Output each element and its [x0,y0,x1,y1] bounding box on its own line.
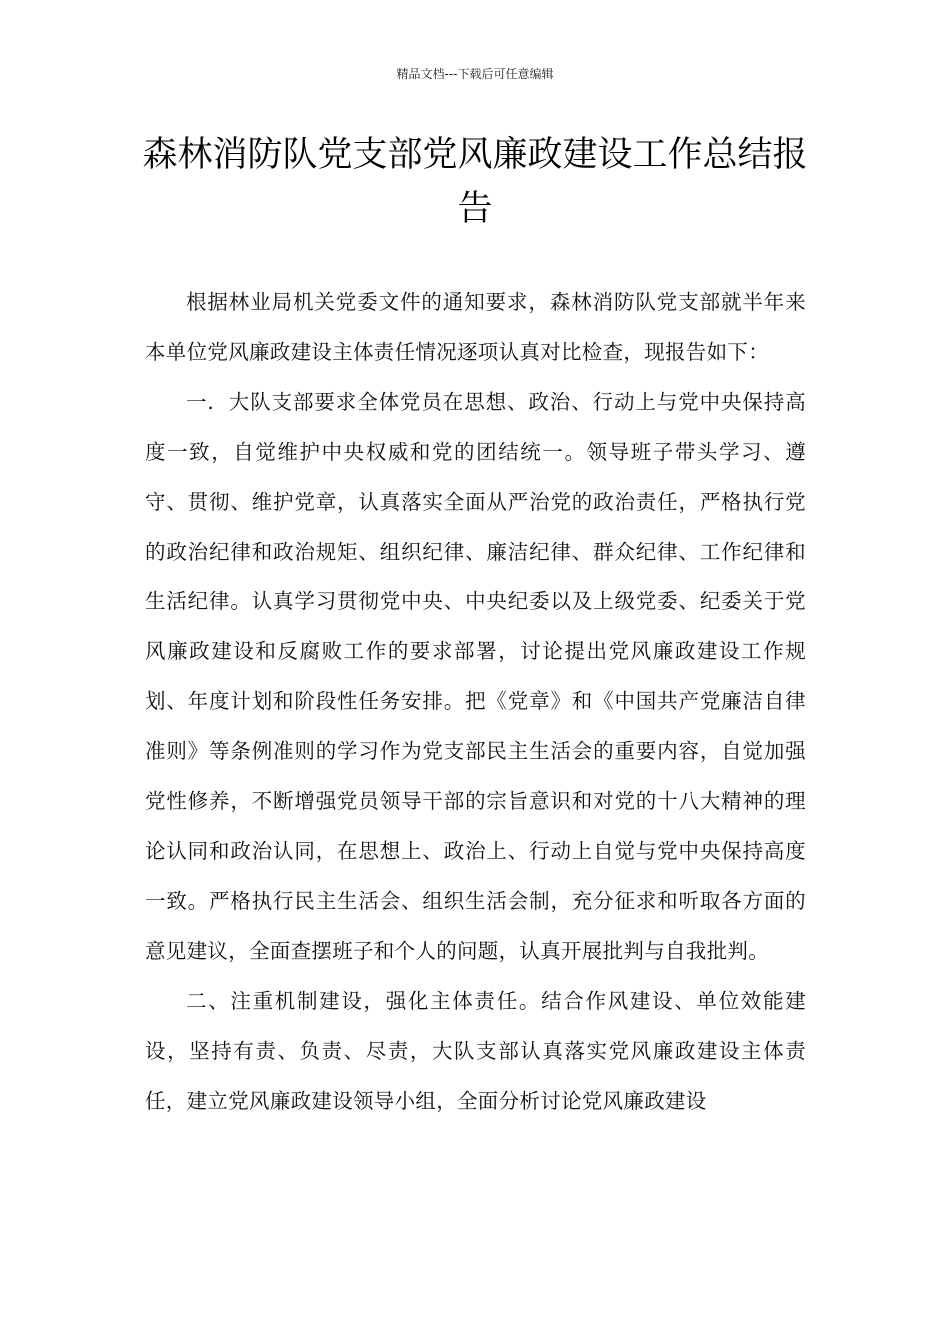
paragraph-intro: 根据林业局机关党委文件的通知要求，森林消防队党支部就半年来本单位党风廉政建设主体责任情况逐项认真对比检查，现报告如下： [145,290,806,364]
document-body [145,278,806,1126]
document-title: 森林消防队党支部党风廉政建设工作总结报告 [142,135,808,229]
paragraph-section-one: 一．大队支部要求全体党员在思想、政治、行动上与党中央保持高度一致，自觉维护中央权威和党的团结统一。领导班子带头学习、遵守、贯彻、维护党章，认真落实全面从严治党的政治责任，严格执行党的政治纪律和政治规矩、组织纪律、廉洁纪律、群众纪律、工作纪律和生活纪律。认真学习贯彻党中央、中央纪委以及上级党委、纪委关于党风廉政建设和反腐败工作的要求部署，讨论提出党风廉政建设工作规划、年度计划和阶段性任务安排。把《党章》和《中国共产党廉洁自律准则》等条例准则的学习作为党支部民主生活会的重要内容，自觉加强党性修养，不断增强党员领导干部的宗旨意识和对党的十八大精神的理论认同和政治认同，在思想上、政治上、行动上自觉与党中央保持高度一致。严格执行民主生活会、组织生活会制，充分征求和听取各方面的意见建议，全面查摆班子和个人的问题，认真开展批判与自我批判。 [145,389,806,963]
header-note: 精品文档---下载后可任意编辑 [396,67,554,81]
paragraph-section-two: 二、注重机制建设，强化主体责任。结合作风建设、单位效能建设，坚持有责、负责、尽责，大队支部认真落实党风廉政建设主体责任，建立党风廉政建设领导小组，全面分析讨论党风廉政建设 [145,988,806,1113]
